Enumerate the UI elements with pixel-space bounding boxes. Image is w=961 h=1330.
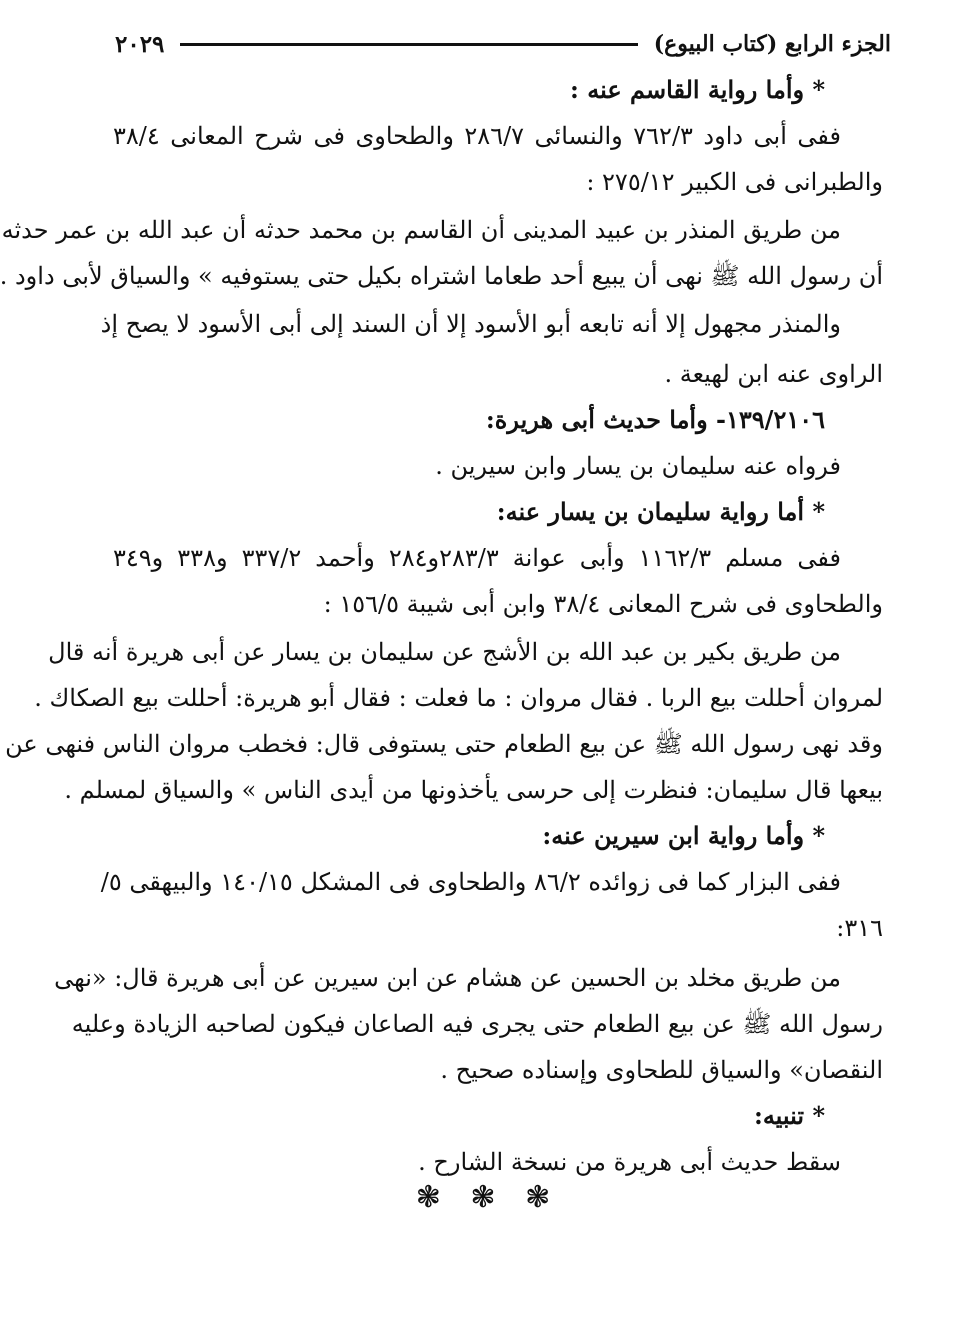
text-line: لمروان أحللت بيع الربا . فقال مروان : ما فعلت : فقال أبو هريرة: أحللت بيع الصكاك . <box>34 684 883 712</box>
text-line: سقط حديث أبى هريرة من نسخة الشارح . <box>418 1148 841 1176</box>
text-line: ٣١٦: <box>836 914 883 942</box>
page-number: ٢٠٢٩ <box>115 30 165 58</box>
section-heading: * وأما رواية القاسم عنه : <box>570 75 825 104</box>
end-ornament: ❃ ❃ ❃ <box>415 1180 561 1215</box>
text-line: ففى أبى داود ٧٦٢/٣ والنسائى ٢٨٦/٧ والطحاوى فى شرح المعانى ٣٨/٤ <box>113 122 841 150</box>
text-line: وقد نهى رسول الله ﷺ عن بيع الطعام حتى يستوفى قال: فخطب مروان الناس فنهى عن <box>5 730 883 758</box>
text-line: والطحاوى فى شرح المعانى ٣٨/٤ وابن أبى شيبة ١٥٦/٥ : <box>323 590 883 618</box>
text-line: والطبرانى فى الكبير ٢٧٥/١٢ : <box>586 168 883 196</box>
section-heading: * وأما رواية ابن سيرين عنه: <box>542 821 825 850</box>
page-body <box>0 75 883 1177</box>
header-rule <box>180 43 637 46</box>
text-line: بيعها قال سليمان: فنظرت إلى حرسى يأخذونها من أيدى الناس » والسياق لمسلم . <box>64 776 883 804</box>
text-line: والمنذر مجهول إلا أنه تابعه أبو الأسود إلا أن السند إلى أبى الأسود لا يصح إذ <box>100 310 841 338</box>
running-header <box>115 24 891 64</box>
text-line: من طريق مخلد بن الحسين عن هشام عن ابن سيرين عن أبى هريرة قال: «نهى <box>54 964 841 992</box>
text-line: أن رسول الله ﷺ نهى أن يبيع أحد طعاما اشتراه بكيل حتى يستوفيه » والسياق لأبى داود . <box>0 262 883 290</box>
section-heading: * أما رواية سليمان بن يسار عنه: <box>496 497 825 526</box>
hadith-heading: ١٣٩/٢١٠٦- وأما حديث أبى هريرة: <box>485 405 825 434</box>
text-line: رسول الله ﷺ عن بيع الطعام حتى يجرى فيه الصاعان فيكون لصاحبه الزيادة وعليه <box>71 1010 883 1038</box>
text-line: النقصان» والسياق للطحاوى وإسناده صحيح . <box>440 1056 883 1084</box>
text-line: من طريق بكير بن عبد الله بن الأشج عن سليمان بن يسار عن أبى هريرة أنه قال <box>48 638 841 666</box>
text-line: ففى البزار كما فى زوائده ٨٦/٢ والطحاوى فى المشكل ١٤٠/١٥ والبيهقى ٥/ <box>100 868 841 896</box>
text-line: ففى مسلم ١١٦٢/٣ وأبى عوانة ٢٨٣/٣و٢٨٤ وأحمد ٣٣٧/٢ و٣٣٨ و٣٤٩ <box>113 544 842 572</box>
text-line: من طريق المنذر بن عبيد المدينى أن القاسم بن محمد حدثه أن عبد الله بن عمر حدثه <box>1 216 841 244</box>
text-line: فرواه عنه سليمان بن يسار وابن سيرين . <box>435 452 841 480</box>
text-line: الراوى عنه ابن لهيعة . <box>664 360 883 388</box>
header-title: الجزء الرابع (كتاب البيوع) <box>653 31 891 57</box>
note-heading: * تنبيه: <box>753 1101 825 1130</box>
